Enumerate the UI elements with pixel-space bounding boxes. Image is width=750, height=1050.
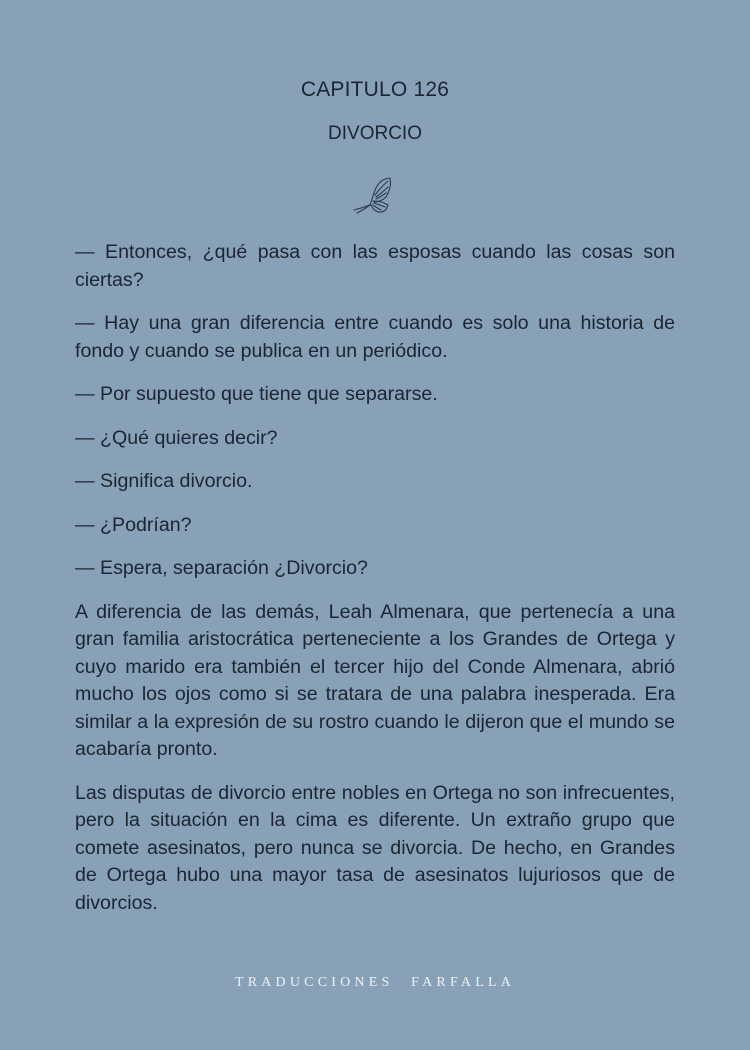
paragraph-dialogue-5: — Significa divorcio. — [75, 470, 253, 492]
paragraph-narration-2: Las disputas de divorcio entre nobles en Ortega no son infrecuentes, pero la situación en la cima es diferente. Un extraño grupo que comete asesinatos, pero nunca se divorcia. De hecho, en Grandes de Ortega hubo una mayor tasa de asesinatos lujuriosos que de divorcios. — [75, 781, 675, 914]
chapter-subtitle: DIVORCIO — [328, 123, 422, 144]
footer-credit: TRADUCCIONES FARFALLA — [234, 975, 516, 990]
paragraph-dialogue-7: — Espera, separación ¿Divorcio? — [75, 557, 368, 579]
paragraph-dialogue-6: — ¿Podrían? — [75, 513, 192, 536]
paragraph-dialogue-1: — Entonces, ¿qué pasa con las esposas cuando las cosas son ciertas? — [75, 241, 675, 291]
paragraph-dialogue-3: — Por supuesto que tiene que separarse. — [75, 383, 438, 405]
chapter-title: CAPITULO 126 — [300, 78, 450, 101]
butterfly-icon — [348, 175, 396, 217]
body-text — [75, 239, 675, 933]
paragraph-dialogue-4: — ¿Qué quieres decir? — [75, 426, 278, 449]
paragraph-narration-1: A diferencia de las demás, Leah Almenara, que pertenecía a una gran familia aristocrática perteneciente a los Grandes de Ortega y cuyo marido era también el tercer hijo del Conde Almenara, abrió mucho los ojos como si se tratara de una palabra inesperada. Era similar a la expresión de su rostro cuando le dijeron que el mundo se acabaría pronto. — [75, 600, 675, 760]
paragraph-dialogue-2: — Hay una gran diferencia entre cuando es solo una historia de fondo y cuando se publica en un periódico. — [75, 312, 675, 362]
